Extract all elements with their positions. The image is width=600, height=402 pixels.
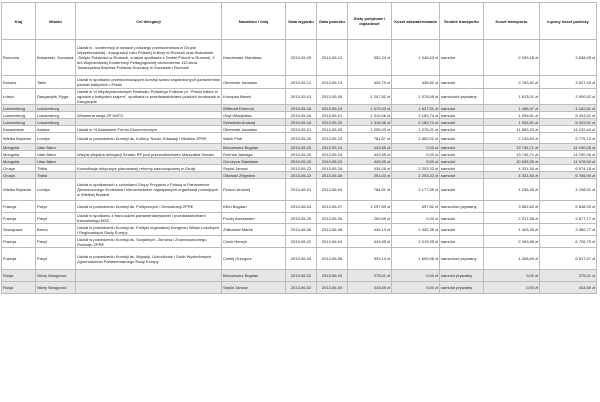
cell-return: 2013-06-08 [317, 224, 348, 236]
cell-departure: 2013-06-06 [286, 224, 317, 236]
cell-return: 2013-05-12 [317, 40, 348, 76]
cell-name: Żółkowski Marek [222, 224, 286, 236]
cell-accommodation: 2 203,32 zł [392, 165, 440, 172]
cell-name: Borusewicz Bogdan [222, 144, 286, 151]
cell-accommodation: 2 183,74 zł [392, 112, 440, 119]
cell-return: 2013-05-26 [317, 165, 348, 172]
cell-return: 2013-05-30 [317, 213, 348, 224]
cell-total-cost: 11 078,94 zł [540, 158, 597, 165]
table-row [2, 133, 597, 144]
cell-departure: 2013-05-16 [286, 105, 317, 112]
cell-accommodation: 0,00 zł [392, 151, 440, 158]
cell-purpose: Udział w posiedzeniu Komisji ds. Polityki regionalnej Kongresu Władz Lokalnych i Regionalnych Rady Europy [76, 224, 222, 236]
cell-total-cost: 6 785,94 zł [540, 172, 597, 179]
cell-transport-cost: 0,00 zł [484, 270, 540, 282]
cell-total-cost: 5 433,51 zł [540, 119, 597, 126]
cell-accommodation: 1 276,01 zł [392, 126, 440, 133]
table-row [2, 76, 597, 89]
cell-accommodation: 2 203,32 zł [392, 172, 440, 179]
cell-departure: 2013-06-03 [286, 248, 317, 270]
cell-purpose: Udział w spotkaniach z członkami Grupy Przyjaźni z Polską w Parlamencie Zjednoczonego Królestwa i kierownictwem największych organizacji polonijnych w Wielkiej Brytanii [76, 179, 222, 201]
cell-total-cost: 3 627,43 zł [540, 76, 597, 89]
cell-per-diem: 781,67 zł [348, 133, 392, 144]
cell-transport-mode: samolot [440, 144, 484, 151]
cell-total-cost: 5 848,33 zł [540, 201, 597, 213]
cell-name: Sepioł Janusz [222, 282, 286, 294]
header-name: Nazwisko i imię [222, 3, 286, 40]
cell-transport-cost: 4 331,50 zł [484, 172, 540, 179]
cell-name: Person Andrzej [222, 179, 286, 201]
cell-departure: 2013-05-20 [286, 158, 317, 165]
cell-departure: 2013-06-02 [286, 270, 317, 282]
cell-name: Konopka Marek [222, 89, 286, 105]
cell-purpose [76, 158, 222, 165]
cell-purpose: Udział w posiedzeniu Komisji ds. Kultury, Nauki, Edukacji i Mediów ZPRE [76, 133, 222, 144]
cell-country: Francja [2, 201, 36, 213]
cell-accommodation: 1 442,38 zł [392, 224, 440, 236]
cell-purpose: Udział w VI Astańskim Forum Ekonomicznym [76, 126, 222, 133]
table-row [2, 105, 597, 112]
cell-departure: 2013-05-16 [286, 119, 317, 126]
cell-total-cost: 5 433,51 zł [540, 112, 597, 119]
cell-departure: 2013-06-01 [286, 179, 317, 201]
cell-return: 2013-05-19 [317, 105, 348, 112]
cell-transport-mode: samolot [440, 224, 484, 236]
cell-total-cost: 275,01 zł [540, 270, 597, 282]
cell-transport-mode: samochód prywatny [440, 89, 484, 105]
cell-country: Gruzja [2, 172, 36, 179]
cell-country: Rosja [2, 282, 36, 294]
table-row [2, 282, 597, 294]
cell-name: Sepioł Janusz [222, 165, 286, 172]
cell-country: Gruzja [2, 165, 36, 172]
cell-total-cost: 3 638,05 zł [540, 40, 597, 76]
cell-transport-cost: 0,00 zł [484, 282, 540, 294]
cell-return: 2013-05-24 [317, 144, 348, 151]
cell-purpose: Udział w posiedzeniu Komisji ds. Socjalnych, Zdrowia i Zrównoważonego Rozwoju ZPRE [76, 236, 222, 248]
cell-per-diem: 443,55 zł [348, 144, 392, 151]
cell-transport-mode: samolot [440, 172, 484, 179]
table-row [2, 213, 597, 224]
cell-name: Witbrodt Edmund [222, 105, 286, 112]
cell-total-cost: 6 974,18 zł [540, 165, 597, 172]
cell-per-diem: 1 316,96 zł [348, 119, 392, 126]
table-row [2, 158, 597, 165]
header-purpose: Cel delegacji [76, 3, 222, 40]
cell-city: Niżny Nowgorod [36, 270, 76, 282]
cell-total-cost: 6 726,75 zł [540, 236, 597, 248]
cell-transport-mode: samochód prywatny [440, 248, 484, 270]
table-row [2, 119, 597, 126]
header-per-diem: Diety pobytowe i dojazdowe [348, 3, 392, 40]
cell-transport-cost: 10 635,39 zł [484, 158, 540, 165]
cell-accommodation: 2 177,55 zł [392, 179, 440, 201]
cell-purpose [76, 105, 222, 112]
cell-transport-cost: 13 746,71 zł [484, 144, 540, 151]
cell-transport-cost: 4 331,50 zł [484, 165, 540, 172]
cell-transport-mode: samolot [440, 105, 484, 112]
cell-accommodation: 0,00 zł [392, 270, 440, 282]
table-row [2, 40, 597, 76]
cell-return: 2013-06-07 [317, 201, 348, 213]
cell-city: Ułan Bator [36, 151, 76, 158]
cell-name: Pociej Aleksander [222, 213, 286, 224]
cell-return: 2013-05-24 [317, 151, 348, 158]
cell-name: Ortyl Władysław [222, 112, 286, 119]
cell-purpose: Udział w posiedzeniu Komisji ds. Politycznych i Demokracji ZPRE [76, 201, 222, 213]
cell-country: Mongolia [2, 151, 36, 158]
cell-name: Karczewski Stanisław [222, 40, 286, 76]
cell-total-cost: 443,55 zł [540, 282, 597, 294]
cell-per-diem: 1 205,00 zł [348, 126, 392, 133]
cell-accommodation: 2 852,02 zł [392, 133, 440, 144]
cell-name: Szewiński Andrzej [222, 119, 286, 126]
table-row [2, 112, 597, 119]
cell-return: 2013-05-25 [317, 126, 348, 133]
cell-country: Wielka Brytania [2, 133, 36, 144]
table-row [2, 236, 597, 248]
cell-departure: 2013-05-22 [286, 172, 317, 179]
cell-country: Francja [2, 236, 36, 248]
cell-per-diem: 404,79 zł [348, 76, 392, 89]
cell-city: Paryż [36, 213, 76, 224]
cell-city: Luksemburg [36, 112, 76, 119]
cell-transport-mode: samolot [440, 119, 484, 126]
cell-purpose [76, 172, 222, 179]
cell-total-cost: 3 380,77 zł [540, 224, 597, 236]
cell-city: Luksemburg [36, 105, 76, 112]
cell-total-cost: 3 900,52 zł [540, 89, 597, 105]
cell-transport-cost: 1 466,07 zł [484, 105, 540, 112]
cell-city: Londyn [36, 133, 76, 144]
cell-country: Kazachstan [2, 126, 36, 133]
cell-transport-mode: samochód prywatny [440, 201, 484, 213]
cell-per-diem: 251,02 zł [348, 172, 392, 179]
cell-name: Obremski Jarosław [222, 76, 286, 89]
cell-return: 2013-05-05 [317, 89, 348, 105]
cell-city: Niżny Nowgorod [36, 282, 76, 294]
cell-departure: 2013-05-16 [286, 112, 317, 119]
cell-accommodation: 0,00 zł [392, 144, 440, 151]
cell-purpose: Udział w VI Międzynarodowym Festiwalu Polskiego Folkloru pt. "Polski folklor w zgodzie z bałtyckim krajem", spotkaniu z przedstawicielami polskich środowisk w Daugavpils [77, 89, 220, 104]
cell-accommodation: 1 078,65 zł [392, 89, 440, 105]
cell-country: Szwajcaria [2, 224, 36, 236]
cell-per-diem: 929,14 zł [348, 248, 392, 270]
cell-transport-mode: samolot [440, 126, 484, 133]
cell-city: Paryż [36, 201, 76, 213]
header-row [2, 3, 597, 40]
table-row [2, 224, 597, 236]
cell-transport-mode: samolot [440, 213, 484, 224]
cell-city: Ułan Bator [36, 144, 76, 151]
header-transport-mode: Środek transportu [440, 3, 484, 40]
cell-per-diem: 275,01 zł [348, 270, 392, 282]
cell-departure: 2013-05-21 [286, 126, 317, 133]
cell-total-cost: 14 132,44 zł [540, 126, 597, 133]
table-row [2, 144, 597, 151]
cell-transport-mode: samolot [440, 151, 484, 158]
cell-country: Francja [2, 248, 36, 270]
cell-return: 2013-06-03 [317, 282, 348, 294]
header-country: Kraj [2, 3, 36, 40]
table-row [2, 89, 597, 105]
cell-transport-cost: 3 852,62 zł [484, 201, 540, 213]
cell-departure: 2013-06-04 [286, 201, 317, 213]
cell-transport-cost: 4 308,69 zł [484, 248, 540, 270]
cell-per-diem: 1 297,89 zł [348, 201, 392, 213]
cell-return: 2013-05-26 [317, 172, 348, 179]
cell-return: 2013-06-04 [317, 179, 348, 201]
cell-per-diem: 1 207,82 zł [348, 89, 392, 105]
cell-transport-mode: samolot [440, 76, 484, 89]
cell-transport-mode: samolot prywatny [440, 270, 484, 282]
delegations-table [1, 2, 597, 294]
cell-transport-cost: 1 613,01 zł [484, 89, 540, 105]
cell-per-diem: 784,51 zł [348, 179, 392, 201]
cell-departure: 2013-05-01 [286, 89, 317, 105]
cell-city: Paryż [36, 248, 76, 270]
cell-purpose [76, 144, 222, 151]
cell-city: Berno [36, 224, 76, 236]
cell-country: Łotwa [2, 89, 36, 105]
cell-transport-cost: 2 417,58 zł [484, 213, 540, 224]
cell-transport-cost: 2 263,86 zł [484, 236, 540, 248]
table-row [2, 248, 597, 270]
cell-departure: 2013-06-02 [286, 282, 317, 294]
cell-purpose: Udział w posiedzeniu Komisji ds. Migracji, Uchodźców i Osób Wysiedlonych Zgromadzenia Parlamentarnego Rady Europy [76, 248, 222, 270]
table-row [2, 172, 597, 179]
cell-purpose: Udział w spotkaniu przewodniczących komisji spraw zagranicznych parlamentów państw bałtyckich i Polski [77, 77, 220, 87]
cell-return: 2013-05-20 [317, 119, 348, 126]
cell-per-diem: 434,13 zł [348, 224, 392, 236]
cell-city: Tbilisi [36, 165, 76, 172]
cell-accommodation: 1 046,63 zł [392, 40, 440, 76]
cell-per-diem: 259,59 zł [348, 213, 392, 224]
cell-per-diem: 443,55 zł [348, 151, 392, 158]
cell-city: Londyn [36, 179, 76, 201]
cell-accommodation: 1 637,51 zł [392, 105, 440, 112]
header-transport-cost: Koszt transportu [484, 3, 540, 40]
cell-accommodation: 1 609,58 zł [392, 248, 440, 270]
cell-departure: 2013-06-02 [286, 236, 317, 248]
cell-return: 2013-05-13 [317, 76, 348, 89]
table-row [2, 126, 597, 133]
cell-city: Ułan Bator [36, 158, 76, 165]
cell-transport-mode: samolot [440, 236, 484, 248]
cell-total-cost: 6 817,47 zł [540, 248, 597, 270]
cell-purpose [76, 282, 222, 294]
cell-name: Czelej Grzegorz [222, 248, 286, 270]
cell-city: Paryż [36, 236, 76, 248]
cell-total-cost: 4 198,51 zł [540, 179, 597, 201]
cell-per-diem: 552,24 zł [348, 40, 392, 76]
cell-country: Rosja [2, 270, 36, 282]
header-departure: Data wyjazdu [286, 3, 317, 40]
cell-transport-cost: 2 783,82 zł [484, 76, 540, 89]
cell-return: 2013-06-04 [317, 270, 348, 282]
cell-country: Luksemburg [2, 112, 36, 119]
cell-accommodation: 2 019,35 zł [392, 236, 440, 248]
cell-total-cost: 2 677,17 zł [540, 213, 597, 224]
cell-city: Tbilisi [36, 172, 76, 179]
cell-purpose: Wizyta oficjalna delegacji Senatu RP pod przewodnictwem Marszałka Senatu [76, 151, 222, 158]
cell-country: Francja [2, 213, 36, 224]
cell-transport-cost: 11 650,33 zł [484, 126, 540, 133]
cell-departure: 2013-05-20 [286, 133, 317, 144]
cell-departure: 2013-05-20 [286, 151, 317, 158]
cell-per-diem: 439,26 zł [348, 165, 392, 172]
cell-transport-mode: samolot [440, 133, 484, 144]
cell-purpose: Udział w spotkaniu z francuskimi parlamentarzystami i przedstawicielami francuskiego MSZ [76, 213, 222, 224]
cell-per-diem: 1 070,03 zł [348, 105, 392, 112]
cell-transport-cost: 1 236,45 zł [484, 179, 540, 201]
cell-city: Astana [36, 126, 76, 133]
table-row [2, 270, 597, 282]
cell-city: Daugavpils, Ryga [36, 89, 76, 105]
cell-accommodation: 2 183,74 zł [392, 119, 440, 126]
cell-purpose: Udział w : konferencji w ramach polskiego przewodnictwa w Grupie Wyszehradzkiej - inauguracji roku Polskiej Kultury w Rumunii oraz Bukowinie -Święto Polskości w Rumunii, a także spotkania z Dniem Polonii w Rumunii, 2 dni Wojewódzkiej Konferencji Pedagogicznej obchodzenie 110-lecia Towarzystwa Bractwa Polaków Suczawy w Suczawie i Rumunii [76, 40, 222, 76]
cell-transport-mode: samolot [440, 158, 484, 165]
cell-total-cost: 4 162,81 zł [540, 105, 597, 112]
cell-per-diem: 1 310,06 zł [348, 112, 392, 119]
cell-purpose [76, 270, 222, 282]
cell-country: Wielka Brytania [2, 179, 36, 201]
cell-accommodation: 0,00 zł [392, 282, 440, 294]
cell-country: Mongolia [2, 158, 36, 165]
cell-accommodation: 438,82 zł [392, 76, 440, 89]
table-row [2, 179, 597, 201]
cell-return: 2013-06-04 [317, 236, 348, 248]
cell-departure: 2013-05-09 [286, 40, 317, 76]
cell-transport-mode: samolot [440, 112, 484, 119]
cell-transport-mode: samolot prywatny [440, 282, 484, 294]
cell-per-diem: 443,55 zł [348, 282, 392, 294]
cell-purpose [76, 119, 222, 126]
cell-transport-cost: 13 746,71 zł [484, 151, 540, 158]
cell-name: Cioch Henryk [222, 236, 286, 248]
cell-transport-cost: 2 039,18 zł [484, 40, 540, 76]
cell-name: Wach Piotr [222, 133, 286, 144]
cell-total-cost: 5 775,13 zł [540, 133, 597, 144]
cell-country: Luksemburg [2, 119, 36, 126]
cell-accommodation: 697,82 zł [392, 201, 440, 213]
cell-transport-mode: samolot [440, 179, 484, 201]
table-row [2, 165, 597, 172]
cell-purpose: Wiosenna sesja ZP NATO [76, 112, 222, 119]
cell-country: Rumunia [2, 40, 36, 76]
table-row [2, 201, 597, 213]
cell-total-cost: 14 190,26 zł [540, 151, 597, 158]
cell-departure: 2013-05-20 [286, 144, 317, 151]
cell-name: Gorczyca Stanisław [222, 158, 286, 165]
cell-country: Estonia [2, 76, 36, 89]
cell-total-cost: 14 190,26 zł [540, 144, 597, 151]
table-row [2, 151, 597, 158]
cell-accommodation: 0,00 zł [392, 213, 440, 224]
cell-transport-mode: samolot [440, 165, 484, 172]
cell-transport-cost: 1 939,81 zł [484, 112, 540, 119]
cell-return: 2013-05-24 [317, 158, 348, 165]
cell-name: Rohnka Jadwiga [222, 151, 286, 158]
cell-return: 2013-05-21 [317, 112, 348, 119]
cell-transport-cost: 1 403,26 zł [484, 224, 540, 236]
cell-departure: 2013-05-29 [286, 213, 317, 224]
cell-name: Obremski Jarosław [222, 126, 286, 133]
header-city: Miasto [36, 3, 76, 40]
cell-return: 2013-05-23 [317, 133, 348, 144]
cell-city: Tallin [36, 76, 76, 89]
cell-purpose: Konsultacje dotyczące planowanej reformy samorządowej w Gruzji [76, 165, 222, 172]
cell-accommodation: 0,00 zł [392, 158, 440, 165]
cell-departure: 2013-05-22 [286, 165, 317, 172]
cell-city: Luksemburg [36, 119, 76, 126]
cell-name: Giłowski Zbigniew [222, 172, 286, 179]
header-total-cost: Łączny koszt podróży [540, 3, 597, 40]
cell-transport-cost: 2 140,84 zł [484, 133, 540, 144]
cell-transport-cost: 1 932,81 zł [484, 119, 540, 126]
cell-transport-mode: samolot [440, 40, 484, 76]
cell-name: Borusewicz Bogdan [222, 270, 286, 282]
cell-per-diem: 443,55 zł [348, 236, 392, 248]
header-accommodation: Koszt zakwaterowania [392, 3, 440, 40]
cell-country: Luksemburg [2, 105, 36, 112]
cell-per-diem: 443,55 zł [348, 158, 392, 165]
header-return: Data powrotu [317, 3, 348, 40]
cell-country: Mongolia [2, 144, 36, 151]
cell-return: 2013-06-06 [317, 248, 348, 270]
cell-departure: 2013-05-12 [286, 76, 317, 89]
cell-name: Klich Bogdan [222, 201, 286, 213]
cell-city: Bukareszt, Suczawa [36, 40, 76, 76]
